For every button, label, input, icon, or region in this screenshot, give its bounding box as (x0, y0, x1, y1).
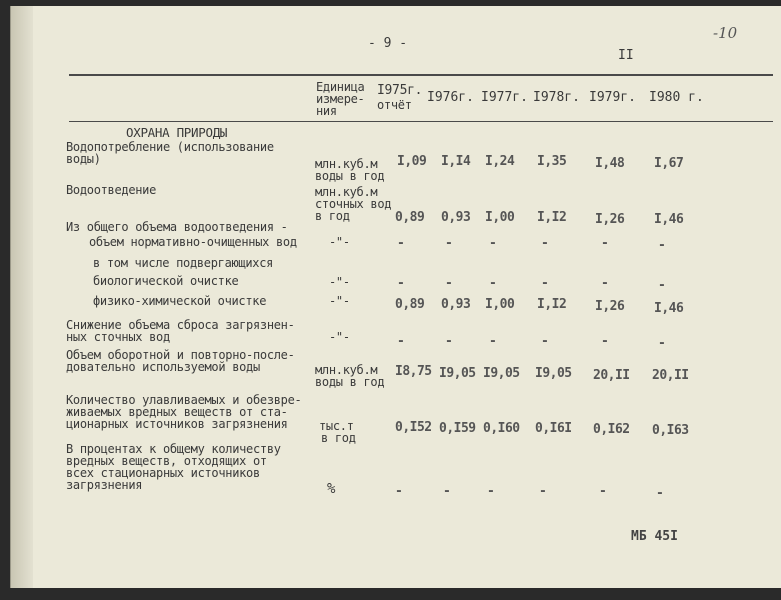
cell-1976: I9,05 (439, 366, 476, 381)
row-label: Из общего объема водоотведения - (66, 220, 288, 234)
footer-stamp: МБ 45I (631, 529, 678, 544)
cell-1975: 0,89 (395, 297, 425, 312)
cell-1980: - (656, 486, 664, 501)
cell-1978: I,I2 (537, 297, 567, 312)
row-label: загрязнения (66, 478, 143, 492)
cell-1980: - (658, 278, 666, 293)
cell-1975: I,09 (397, 154, 427, 169)
cell-1978: - (541, 334, 549, 349)
corner-mark: -10 (713, 24, 738, 42)
cell-1980: I,67 (654, 156, 684, 171)
row-label: воды) (66, 152, 101, 166)
col-1975: I975г. (377, 83, 423, 98)
row-unit: -"- (329, 235, 350, 249)
cell-1976: I,I4 (441, 154, 471, 169)
page-number: - 9 - (368, 36, 408, 51)
row-unit: % (327, 481, 336, 497)
cell-1979: 0,I62 (593, 422, 630, 437)
top-rule (69, 74, 773, 76)
row-label: Водоотведение (66, 183, 157, 197)
cell-1977: 0,I60 (483, 421, 520, 436)
row-label: в том числе подвергающихся (93, 256, 274, 270)
cell-1978: - (541, 236, 549, 251)
cell-1978: I,I2 (537, 210, 567, 225)
cell-1980: I,46 (654, 212, 684, 227)
cell-1977: I,00 (485, 297, 515, 312)
row-label: биологической очистке (93, 274, 239, 288)
cell-1978: I9,05 (535, 366, 572, 381)
row-label: ционарных источников загрязнения (66, 417, 288, 431)
cell-1976: - (445, 236, 453, 251)
col-1979: I979г. (589, 90, 636, 105)
row-label: вредных веществ, отходящих от (66, 454, 267, 468)
header-rule (69, 121, 773, 122)
cell-1976: - (443, 484, 451, 499)
col-1975-note: отчёт (377, 98, 412, 112)
col-unit-2: измере- (316, 92, 365, 106)
cell-1976: - (445, 334, 453, 349)
section-numeral: II (618, 48, 634, 63)
cell-1979: I,26 (595, 299, 625, 314)
row-unit: -"- (329, 275, 350, 289)
cell-1975: - (397, 236, 405, 251)
col-1978: I978г. (533, 90, 580, 105)
col-1980: I980 г. (649, 90, 704, 105)
cell-1975: - (395, 484, 403, 499)
cell-1980: I,46 (654, 301, 684, 316)
cell-1977: - (489, 334, 497, 349)
col-unit-3: ния (316, 104, 337, 118)
cell-1975: - (397, 276, 405, 291)
cell-1979: I,26 (595, 212, 625, 227)
cell-1975: - (397, 334, 405, 349)
row-label: физико-химической очистке (93, 294, 267, 308)
cell-1977: - (489, 236, 497, 251)
cell-1979: 20,II (593, 368, 630, 383)
cell-1977: I9,05 (483, 366, 520, 381)
cell-1976: 0,93 (441, 297, 471, 312)
col-unit-1: Единица (316, 80, 365, 94)
row-unit: -"- (329, 294, 350, 308)
cell-1975: 0,I52 (395, 420, 432, 435)
cell-1980: 20,II (652, 368, 689, 383)
row-label: довательно используемой воды (66, 360, 260, 374)
cell-1979: - (601, 236, 609, 251)
cell-1979: I,48 (595, 156, 625, 171)
row-label: объем нормативно-очищенных вод (89, 235, 297, 249)
row-unit: сточных вод (315, 197, 392, 211)
row-label: Количество улавливаемых и обезвре- (66, 393, 302, 407)
row-label: всех стационарных источников (66, 466, 260, 480)
row-label: ных сточных вод (66, 330, 170, 344)
row-unit: млн.куб.м (315, 185, 378, 199)
cell-1978: I,35 (537, 154, 567, 169)
row-label: Снижение объема сброса загрязнен- (66, 318, 295, 332)
row-unit: воды в год (315, 169, 385, 183)
cell-1977: I,24 (485, 154, 515, 169)
cell-1978: - (539, 484, 547, 499)
binding-gutter (11, 6, 33, 588)
cell-1978: - (541, 276, 549, 291)
cell-1979: - (599, 484, 607, 499)
row-label: Объем оборотной и повторно-после- (66, 348, 295, 362)
col-1976: I976г. (427, 90, 474, 105)
row-unit: млн.куб.м (315, 157, 378, 171)
cell-1976: 0,93 (441, 210, 471, 225)
cell-1976: - (445, 276, 453, 291)
cell-1979: - (601, 276, 609, 291)
row-unit: -"- (329, 330, 350, 344)
cell-1980: - (658, 238, 666, 253)
row-unit: тыс.т (319, 419, 354, 433)
row-label: Водопотребление (использование (66, 140, 274, 154)
cell-1978: 0,I6I (535, 421, 572, 436)
row-label: живаемых вредных веществ от ста- (66, 405, 288, 419)
row-unit: воды в год (315, 375, 385, 389)
row-unit: млн.куб.м (315, 363, 378, 377)
row-label: В процентах к общему количеству (66, 442, 281, 456)
cell-1977: I,00 (485, 210, 515, 225)
row-unit: в год (315, 209, 350, 223)
section-title: ОХРАНА ПРИРОДЫ (126, 125, 228, 140)
cell-1975: I8,75 (395, 364, 432, 379)
cell-1980: - (658, 336, 666, 351)
cell-1977: - (487, 484, 495, 499)
cell-1979: - (601, 334, 609, 349)
cell-1975: 0,89 (395, 210, 425, 225)
cell-1980: 0,I63 (652, 423, 689, 438)
col-1977: I977г. (481, 90, 528, 105)
cell-1977: - (489, 276, 497, 291)
cell-1976: 0,I59 (439, 421, 476, 436)
row-unit: в год (321, 431, 356, 445)
document-page (10, 6, 781, 588)
